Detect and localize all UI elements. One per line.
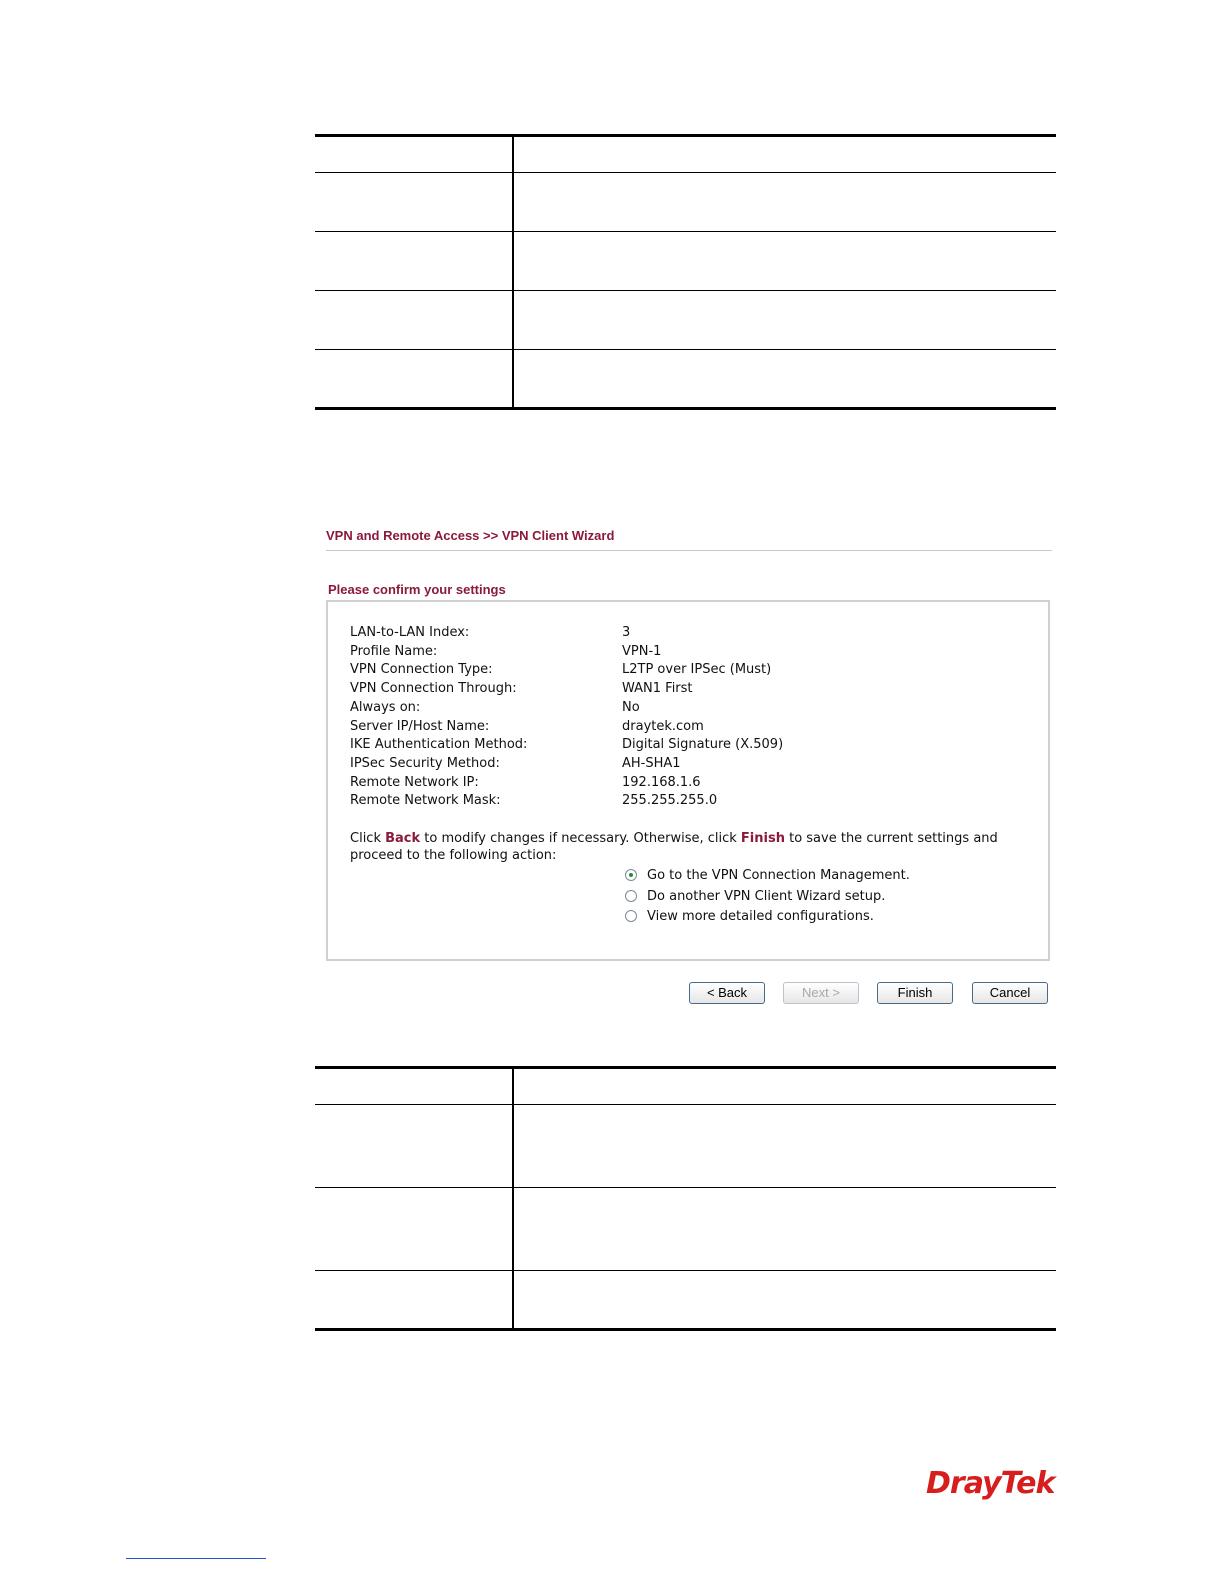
table-cell xyxy=(315,1068,513,1105)
doc-table-bottom xyxy=(315,1066,1056,1331)
footer-link-underline xyxy=(126,1558,266,1559)
table-cell xyxy=(513,1188,1056,1271)
finish-keyword: Finish xyxy=(740,831,785,846)
setting-label: Always on: xyxy=(350,699,421,715)
table-cell xyxy=(315,136,513,173)
doc-table-top xyxy=(315,134,1056,410)
setting-label: IKE Authentication Method: xyxy=(350,737,528,753)
table-cell xyxy=(513,350,1056,409)
setting-label: Server IP/Host Name: xyxy=(350,718,490,734)
setting-label: VPN Connection Type: xyxy=(350,662,493,678)
table-cell xyxy=(315,350,513,409)
table-cell xyxy=(315,1188,513,1271)
radio-selected-icon[interactable] xyxy=(625,869,637,881)
option-label: Do another VPN Client Wizard setup. xyxy=(647,888,886,904)
table-cell xyxy=(513,1105,1056,1188)
table-cell xyxy=(513,136,1056,173)
next-button: Next > xyxy=(783,982,859,1004)
setting-value: draytek.com xyxy=(622,718,704,734)
cancel-button[interactable]: Cancel xyxy=(972,982,1048,1004)
setting-value: 3 xyxy=(622,625,631,640)
table-cell xyxy=(513,1271,1056,1330)
table-cell xyxy=(513,291,1056,350)
radio-unselected-icon[interactable] xyxy=(625,890,637,902)
table-cell xyxy=(513,173,1056,232)
setting-label: Remote Network Mask: xyxy=(350,793,501,809)
setting-value: AH-SHA1 xyxy=(622,755,681,771)
back-button[interactable]: < Back xyxy=(689,982,765,1004)
table-cell xyxy=(315,1105,513,1188)
table-cell xyxy=(315,173,513,232)
table-cell xyxy=(315,1271,513,1330)
setting-label: VPN Connection Through: xyxy=(350,681,517,697)
option-label: View more detailed configurations. xyxy=(647,909,874,925)
table-cell xyxy=(513,232,1056,291)
instruction-text: Click Back to modify changes if necessary. Otherwise, click Finish to save the current settings and proceed to the following action: xyxy=(350,831,998,863)
table-cell xyxy=(513,1068,1056,1105)
setting-label: Profile Name: xyxy=(350,643,438,659)
setting-value: 192.168.1.6 xyxy=(622,774,701,790)
setting-label: Remote Network IP: xyxy=(350,774,479,790)
setting-label: LAN-to-LAN Index: xyxy=(350,625,470,640)
setting-value: Digital Signature (X.509) xyxy=(622,737,784,753)
option-label: Go to the VPN Connection Management. xyxy=(647,868,910,883)
section-title: Please confirm your settings xyxy=(328,582,506,597)
setting-value: 255.255.255.0 xyxy=(622,793,718,809)
table-cell xyxy=(315,232,513,291)
back-keyword: Back xyxy=(385,831,421,846)
setting-value: VPN-1 xyxy=(622,643,662,659)
setting-label: IPSec Security Method: xyxy=(350,755,500,771)
table-cell xyxy=(315,291,513,350)
setting-value: No xyxy=(622,699,640,715)
finish-button[interactable]: Finish xyxy=(877,982,953,1004)
breadcrumb: VPN and Remote Access >> VPN Client Wizard xyxy=(326,528,615,543)
draytek-logo: DrayTek xyxy=(926,1466,1055,1501)
breadcrumb-divider xyxy=(326,550,1052,551)
setting-value: L2TP over IPSec (Must) xyxy=(622,662,772,678)
setting-value: WAN1 First xyxy=(622,681,693,697)
